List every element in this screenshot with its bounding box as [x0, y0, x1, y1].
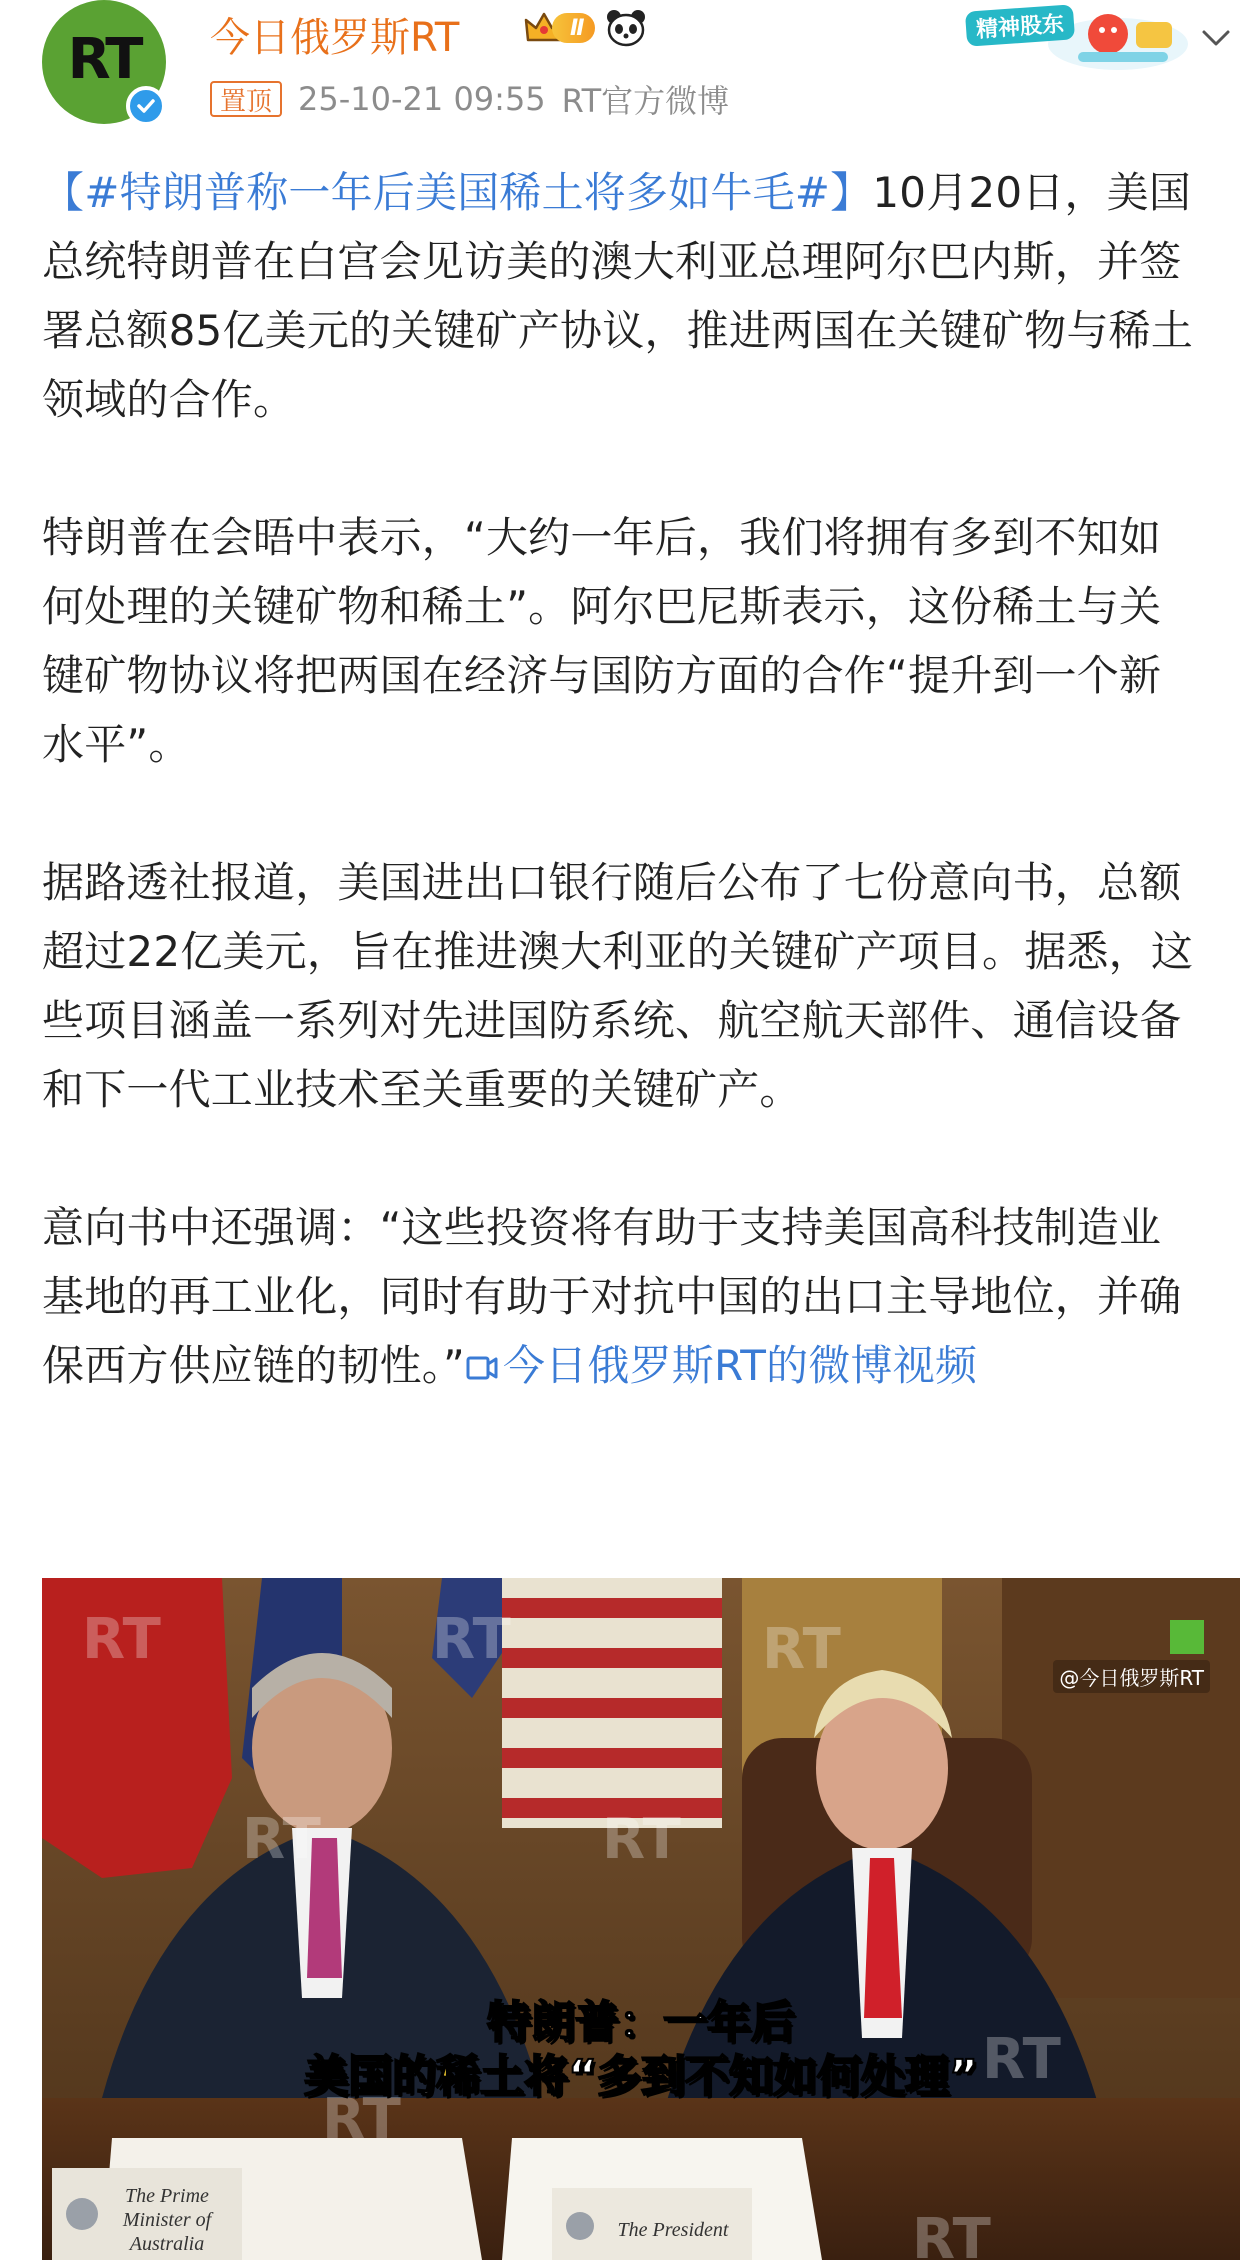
video-link-text: 今日俄罗斯RT的微博视频 — [502, 1341, 978, 1390]
svg-text:RT: RT — [432, 1607, 511, 1672]
level-badge[interactable] — [524, 8, 595, 48]
post-content — [42, 158, 1202, 1400]
paragraph-2: 特朗普在会晤中表示，“大约一年后，我们将拥有多到不知如何处理的关键矿物和稀土”。阿尔巴尼斯表示，这份稀土与关键矿物协议将把两国在经济与国防方面的合作“提升到一个新水平”。 — [42, 513, 1162, 769]
svg-text:RT: RT — [762, 1617, 841, 1682]
video-link[interactable] — [465, 1341, 977, 1390]
video-subtitle-line-2 — [42, 2040, 1240, 2104]
level-pill: Ⅱ — [552, 13, 595, 43]
subtitle-segment: 将“ — [524, 2051, 597, 2102]
subtitle-segment: 美国 — [304, 2051, 393, 2102]
watermark-handle: @今日俄罗斯RT — [1053, 1660, 1210, 1693]
avatar-logo-text: RT — [67, 26, 141, 92]
svg-text:RT: RT — [982, 2027, 1061, 2092]
chevron-down-icon[interactable] — [1196, 18, 1236, 58]
hashtag-link[interactable]: 【#特朗普称一年后美国稀土将多如牛毛#】 — [42, 168, 873, 217]
svg-text:RT: RT — [912, 2207, 991, 2260]
subtitle-segment: 稀土 — [436, 2051, 525, 2102]
paragraph-3: 据路透社报道，美国进出口银行随后公布了七份意向书，总额超过22亿美元，旨在推进澳大利亚的关键矿产项目。据悉，这些项目涵盖一系列对先进国防系统、航空航天部件、通信设备和下一代工业技术至关重要的关键矿产。 — [42, 858, 1194, 1114]
video-subtitle-line-1: 特朗普：一年后 — [487, 1997, 795, 2048]
paragraph-4-text: 意向书中还强调：“这些投资将有助于支持美国高科技制造业基地的再工业化，同时有助于对抗中国的出口主导地位，并确保西方供应链的韧性。” — [42, 1203, 1182, 1390]
username[interactable]: 今日俄罗斯RT — [210, 15, 460, 61]
plaque-left: The Prime Minister of Australia — [122, 2185, 212, 2255]
panda-icon — [605, 8, 647, 48]
promo-banner[interactable] — [958, 0, 1208, 74]
video-player[interactable] — [42, 1578, 1240, 2260]
post-header — [0, 0, 1240, 150]
promo-label: 精神股东 — [965, 4, 1075, 46]
paragraph-1-text: 10月20日，美国总统特朗普在白宫会见访美的澳大利亚总理阿尔巴内斯，并签署总额85亿美元的关键矿产协议，推进两国在关键矿物与稀土领域的合作。 — [42, 168, 1194, 424]
svg-text:RT: RT — [82, 1607, 161, 1672]
pinned-tag: 置顶 — [210, 81, 282, 117]
paragraph-1 — [42, 158, 1202, 434]
post-meta — [210, 76, 729, 122]
plaque-right: The President — [617, 2219, 729, 2241]
svg-text:RT: RT — [602, 1807, 681, 1872]
svg-text:RT: RT — [242, 1807, 321, 1872]
subtitle-segment: 多到不知如何处理 — [597, 2051, 949, 2102]
svg-text:RT: RT — [322, 2087, 401, 2152]
verified-icon — [126, 86, 166, 126]
subtitle-segment: ” — [949, 2051, 978, 2102]
user-badges — [524, 8, 647, 48]
subtitle-segment: 的 — [392, 2051, 437, 2102]
post-source: RT官方微博 — [561, 82, 730, 120]
paragraph-4 — [42, 1193, 1202, 1400]
video-link-icon — [465, 1352, 499, 1384]
post-timestamp: 25-10-21 09:55 — [298, 80, 546, 118]
